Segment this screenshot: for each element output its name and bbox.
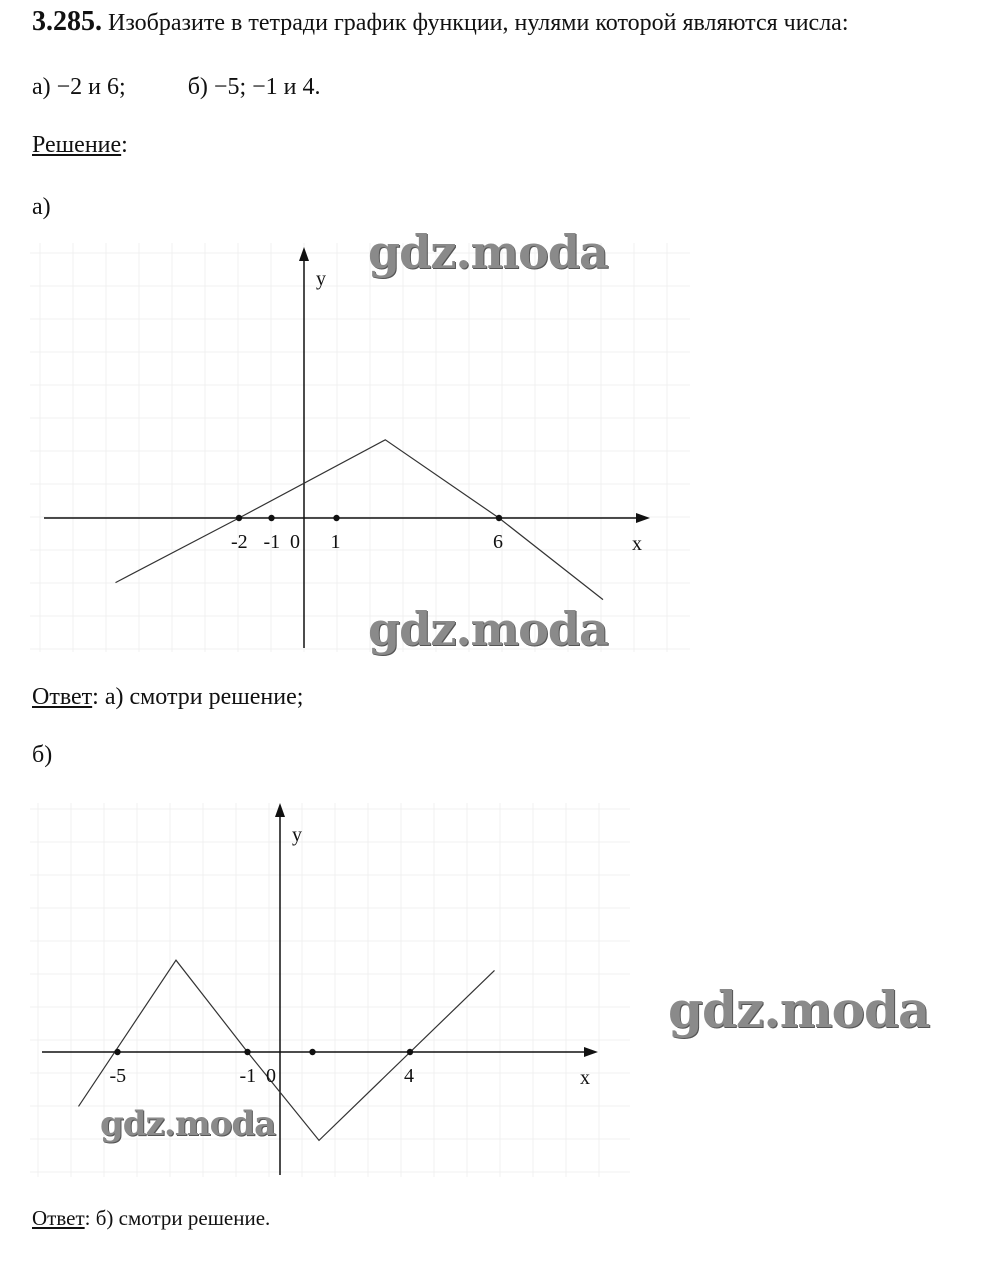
watermark: gdz.moda xyxy=(368,225,608,279)
axis-point xyxy=(236,515,242,521)
axis-point xyxy=(268,515,274,521)
tick-label: -1 xyxy=(263,531,281,553)
graph-a xyxy=(0,235,700,660)
problem-parts xyxy=(32,74,321,101)
tick-label: 0 xyxy=(266,1065,276,1087)
axis-point xyxy=(333,515,339,521)
x-axis-arrow xyxy=(636,513,650,523)
tick-label: -2 xyxy=(231,531,248,553)
y-axis-label: y xyxy=(316,268,326,290)
function-line xyxy=(116,440,604,600)
answer-b xyxy=(32,1206,270,1231)
x-axis-arrow xyxy=(584,1047,598,1057)
axis-point xyxy=(496,515,502,521)
tick-label: -1 xyxy=(239,1065,257,1087)
solution-part-a-label: а) xyxy=(32,194,51,220)
solution-heading xyxy=(32,132,128,159)
watermark: gdz.moda xyxy=(100,1104,276,1144)
answer-b-text: : б) смотри решение. xyxy=(84,1206,271,1230)
answer-b-label: Ответ xyxy=(32,1206,85,1230)
axis-point xyxy=(244,1049,250,1055)
y-axis-label: y xyxy=(292,824,302,846)
x-axis-label: x xyxy=(580,1067,590,1089)
tick-label: 6 xyxy=(493,531,503,553)
problem-number: 3.285. xyxy=(32,6,102,37)
tick-label: 1 xyxy=(330,531,341,553)
x-axis-label: x xyxy=(632,533,642,555)
solution-heading-colon: : xyxy=(121,132,128,158)
part-b-statement: б) −5; −1 и 4. xyxy=(187,74,321,100)
tick-label: -5 xyxy=(109,1065,127,1087)
tick-label: 0 xyxy=(290,531,300,553)
answer-a-text: : а) смотри решение; xyxy=(92,684,304,710)
axis-point xyxy=(407,1049,413,1055)
answer-a xyxy=(32,684,303,711)
graph-b xyxy=(0,795,640,1185)
tick-label: 4 xyxy=(404,1065,414,1087)
problem-text: Изобразите в тетради график функции, нулями которой являются числа: xyxy=(108,10,849,36)
answer-a-label: Ответ xyxy=(32,684,93,710)
solution-part-b-label: б) xyxy=(32,742,53,768)
axis-point xyxy=(114,1049,120,1055)
watermark: gdz.moda xyxy=(368,602,608,656)
solution-heading-text: Решение xyxy=(32,132,122,158)
y-axis-arrow xyxy=(299,247,309,261)
problem-statement xyxy=(32,6,849,38)
watermark: gdz.moda xyxy=(668,980,930,1039)
axis-point xyxy=(309,1049,315,1055)
y-axis-arrow xyxy=(275,803,285,817)
part-a-statement: а) −2 и 6; xyxy=(32,74,126,100)
